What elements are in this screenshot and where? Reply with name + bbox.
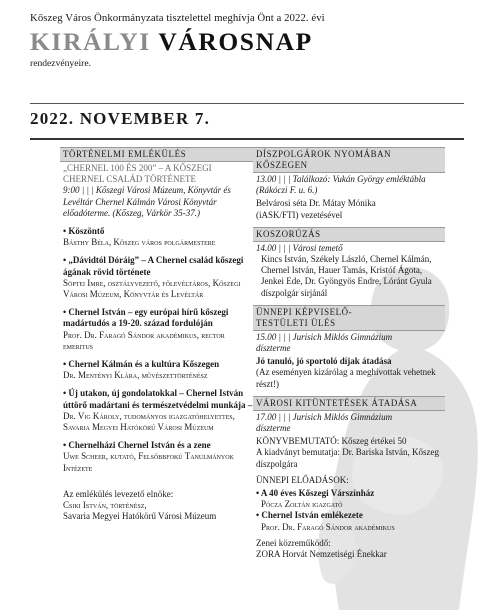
- intro-line-1: „CHERNEL 100 ÉS 200” – A KŐSZEGI: [63, 163, 212, 173]
- section-head-line-1: ÜNNEPI KÉPVISELŐ-: [256, 306, 353, 317]
- intro-line-3: 9:00 | | | Kőszegi Városi Múzeum, Könyvtár és Levéltár Chernel Kálmán Városi Könyvtár előadóterme. (Kőszeg, Várkör 35-37.): [63, 185, 231, 218]
- program-item-person: Dr. Mentényi Klára, művészettörténész: [63, 370, 208, 381]
- section-head-line-2: KŐSZEGEN: [256, 160, 308, 170]
- program-item-person: Söptei Imre, osztályvezető, főlevéltáros, Kőszegi Városi Múzeum, Könyvtár és Levéltár: [63, 277, 241, 300]
- section-head-diszpolgarok: [253, 147, 445, 173]
- s4-perf-1-title: • A 40 éves Kőszegi Várszínház: [256, 488, 442, 499]
- divider-date: [30, 138, 464, 140]
- invite-text: Kőszeg Város Önkormányzata tisztelettel meghívja Önt a 2022. évi: [30, 12, 325, 24]
- section-head-kituntetesek: VÁROSI KITÜNTETÉSEK ÁTADÁSA: [253, 396, 445, 411]
- s4-perf-2-title: • Chernel István emlékezete: [256, 510, 442, 521]
- s4-perf-2-person: Prof. Dr. Faragó Sándor akadémikus: [261, 521, 395, 532]
- s1-line-2: (Rákóczi F. u. 6.): [256, 185, 318, 196]
- program-item: [60, 225, 256, 249]
- program-item-person: Básthy Béla, Kőszeg város polgármestere: [63, 237, 216, 248]
- divider-top: [30, 103, 464, 104]
- s3-line-4: (Az eseményen kizárólag a meghívottak vehetnek részt!): [256, 367, 436, 389]
- program-item-person: Uwe Scheer, kutató, Felsőbbfokú Tanulmányok Intézete: [63, 451, 234, 473]
- program-item-title: • Chernelházi Chernel István és a zene: [63, 440, 253, 451]
- program-item: [60, 387, 256, 434]
- s1-line-3: Belvárosi séta Dr. Mátay Mónika: [256, 198, 376, 209]
- s1-line-1: 13.00 | | | Találkozó: Vukán György emléktábla: [256, 174, 426, 184]
- kepviselo-body: [253, 331, 445, 391]
- title-word-1: KIRÁLYI: [30, 27, 151, 56]
- s4-book-1: KÖNYVBEMUTATÓ: Kőszeg értékei 50: [256, 436, 407, 447]
- invite-after: rendezvényeire.: [30, 58, 91, 69]
- s4-perf-1-person: Pócza Zoltán igazgató: [261, 499, 343, 510]
- program-item-title: • Chernel Kálmán és a kultúra Kőszegen: [63, 359, 253, 370]
- emlekules-intro: [60, 162, 256, 220]
- intro-line-2: CHERNEL CSALÁD TÖRTÉNETE: [63, 174, 196, 185]
- chair-label: Az emlékülés levezető elnöke:: [63, 488, 174, 499]
- section-head-line-1: DÍSZPOLGÁROK NYOMÁBAN: [256, 149, 392, 159]
- koszoruzas-body: [253, 242, 445, 300]
- page-title: [30, 28, 470, 56]
- program-item-title: • „Dávidtól Dóráig” – A Chernel család kőszegi ágának rövid története: [63, 255, 253, 277]
- program-item-person: Dr. Vig Károly, tudományos igazgatóhelyettes, Savaria Megyei Hatókörű Városi Múzeum: [63, 410, 235, 433]
- s1-line-4: (iASK/FTI) vezetésével: [256, 209, 343, 220]
- s4-perf-label: ÜNNEPI ELŐADÁSOK:: [256, 474, 349, 485]
- program-item-title: • Köszöntő: [63, 226, 253, 237]
- program-item: [60, 254, 256, 301]
- program-item-title: • Új utakon, új gondolatokkal – Chernel István úttörő madártani és természetvédelmi munkája –: [63, 388, 253, 410]
- s4-book-2: A kiadványt bemutatja: Dr. Bariska István, Kőszeg díszpolgára: [256, 447, 439, 469]
- s4-music: ZORA Horvát Nemzetiségi Énekkar: [256, 549, 387, 560]
- section-head-koszoruzas: KOSZORÚZÁS: [253, 227, 445, 242]
- program-item: [60, 358, 256, 382]
- s3-line-3: Jó tanuló, jó sportoló díjak átadása: [256, 356, 392, 367]
- program-item-person: Prof. Dr. Faragó Sándor akadémikus, rector emeritus: [63, 329, 225, 351]
- program-item-title: • Chernel István – egy európai hírű kőszegi madártudós a 19-20. század fordulóján: [63, 307, 253, 329]
- s4-music-label: Zenei közreműködő:: [256, 537, 331, 548]
- chair-block: [60, 488, 256, 524]
- chair-line-2: Savaria Megyei Hatókörű Városi Múzeum: [63, 511, 217, 522]
- title-word-2: VÁROSNAP: [158, 27, 313, 56]
- s2-line-1: 14.00 | | | Városi temető: [256, 242, 343, 253]
- right-column: [253, 147, 445, 561]
- kituntetesek-body: [253, 411, 445, 561]
- chair-line-1: Csiki István, történész,: [63, 500, 147, 511]
- diszpolgarok-body: [253, 173, 445, 222]
- section-head-emlekules: TÖRTÉNELMI EMLÉKÜLÉS: [60, 147, 256, 162]
- left-column: [60, 147, 256, 523]
- header: [30, 12, 470, 70]
- s3-line-2: díszterme: [256, 343, 291, 354]
- program-item: [60, 439, 256, 475]
- s4-line-1: 17.00 | | | Jurisich Miklós Gimnázium: [256, 411, 393, 422]
- s2-text: Kincs István, Székely László, Chernel Kálmán, Chernel István, Hauer Tamás, Kristóf Ágota, Jenkei Ede, Dr. Gyöngyös Endre, Lóránt Gyula díszpolgár sírjánál: [261, 254, 432, 298]
- event-date: 2022. NOVEMBER 7.: [30, 109, 211, 128]
- s4-line-2: díszterme: [256, 423, 291, 434]
- section-head-kepviselo: [253, 305, 445, 331]
- section-head-line-2: TESTÜLETI ÜLÉS: [256, 317, 336, 328]
- program-item: [60, 306, 256, 353]
- s3-line-1: 15.00 | | | Jurisich Miklós Gimnázium: [256, 331, 393, 342]
